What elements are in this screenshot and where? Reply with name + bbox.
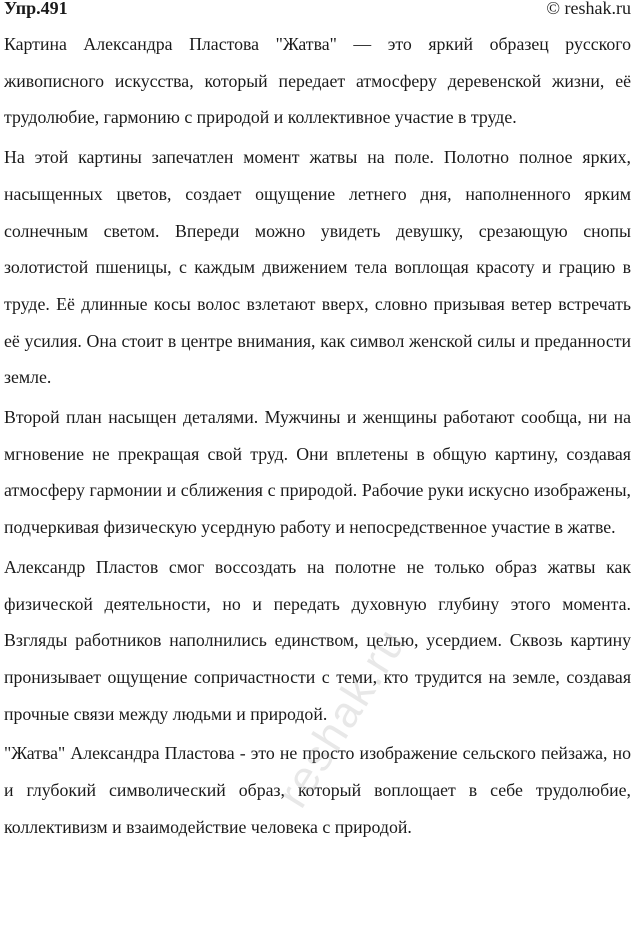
paragraph-1: Картина Александра Пластова "Жатва" — это яркий образец русского живописного искусства, который передает атмосферу деревенской жизни, её трудолюбие, гармонию с природой и коллективное участие в труде. [4, 34, 631, 128]
paragraph-3: Второй план насыщен деталями. Мужчины и женщины работают сообща, ни на мгновение не прекращая свой труд. Они вплетены в общую картину, создавая атмосферу гармонии и сближения с природой. Рабочие руки искусно изображены, подчеркивая физическую усердную работу и непосредственное участие в жатве. [4, 407, 631, 538]
paragraph-5: "Жатва" Александра Пластова - это не просто изображение сельского пейзажа, но и глубокий символический образ, который воплощает в себе трудолюбие, коллективизм и взаимодействие человека с природой. [4, 743, 631, 837]
site-credit[interactable]: © reshak.ru [546, 0, 631, 18]
exercise-title: Упр.491 [4, 0, 68, 18]
header [4, 0, 631, 26]
watermark: reshak.ru [268, 619, 417, 816]
paragraph-4: Александр Пластов смог воссоздать на полотне не только образ жатвы как физической деятельности, но и передать духовную глубину этого момента. Взгляды работников наполнились единством, целью, усердием. Сквозь картину пронизывает ощущение сопричастности с теми, кто трудится на земле, создавая прочные связи между людьми и природой. [4, 556, 631, 724]
paragraph-2: На этой картины запечатлен момент жатвы на поле. Полотно полное ярких, насыщенных цветов, создает ощущение летнего дня, наполненного ярким солнечным светом. Впереди можно увидеть девушку, срезающую снопы золотистой пшеницы, с каждым движением тела воплощая красоту и грацию в труде. Её длинные косы волос взлетают вверх, словно призывая ветер встречать её усилия. Она стоит в центре внимания, как символ женской силы и преданности земле. [4, 147, 631, 388]
